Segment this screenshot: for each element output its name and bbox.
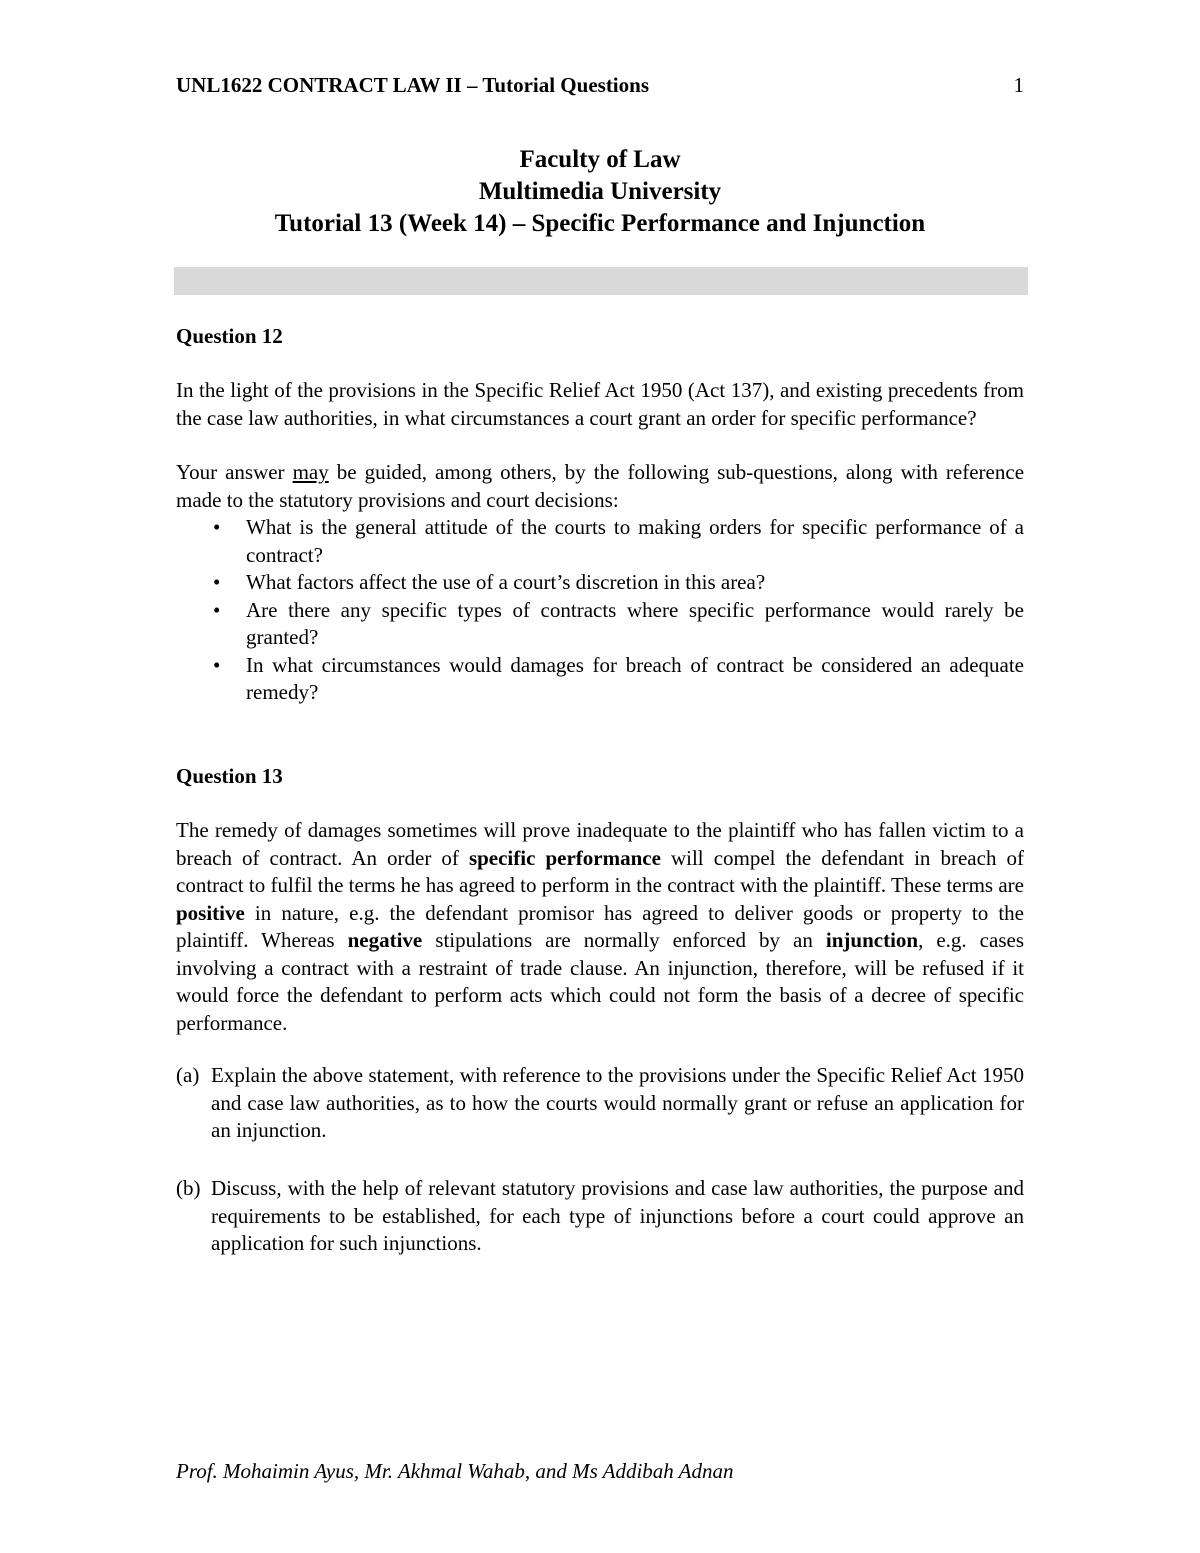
university-title: Multimedia University: [478, 178, 722, 205]
list-item: • Are there any specific types of contracts where specific performance would rarely be granted?: [213, 597, 1024, 649]
emphasis-negative: negative: [347, 928, 423, 952]
question-12-heading: Question 12: [176, 324, 283, 348]
sub-question-b: [176, 1175, 1024, 1258]
bullet-icon: •: [213, 515, 221, 539]
emphasis-injunction: injunction: [825, 928, 919, 952]
question-12-intro: In the light of the provisions in the Specific Relief Act 1950 (Act 137), and existing precedents from the case law authorities, in what circumstances a court grant an order for specific performance?: [176, 378, 1024, 430]
sub-question-b-label: (b): [176, 1176, 201, 1200]
shaded-divider: [174, 267, 1028, 295]
title-block: [120, 144, 1080, 240]
sub-question-a-text: Explain the above statement, with reference to the provisions under the Specific Relief Act 1950 and case law authorities, as to how the courts would normally grant or refuse an application for an injunction.: [211, 1063, 1024, 1142]
list-item: • What factors affect the use of a court’s discretion in this area?: [176, 569, 1024, 597]
question-13-heading: Question 13: [176, 764, 283, 788]
guidance-text-start: Your answer: [176, 460, 293, 484]
sub-question-b-text: Discuss, with the help of relevant statutory provisions and case law authorities, the purpose and requirements to be established, for each type of injunctions before a court could approve an application for such injunctions.: [211, 1176, 1024, 1255]
page-footer-authors: Prof. Mohaimin Ayus, Mr. Akhmal Wahab, and Ms Addibah Adnan: [176, 1459, 734, 1483]
course-title: UNL1622 CONTRACT LAW II – Tutorial Questions: [176, 73, 649, 97]
guidance-underlined-word: may: [292, 460, 329, 484]
list-item: • In what circumstances would damages for breach of contract be considered an adequate remedy?: [213, 652, 1024, 704]
page-header: [176, 73, 1024, 101]
sub-question-a: [176, 1062, 1024, 1145]
bullet-icon: •: [213, 652, 221, 677]
emphasis-specific-performance: specific performance: [468, 845, 661, 870]
faculty-title: Faculty of Law: [519, 146, 681, 173]
question-12-guidance: [176, 459, 1024, 514]
bullet-icon: •: [213, 570, 221, 594]
tutorial-title: Tutorial 13 (Week 14) – Specific Performance and Injunction: [274, 210, 926, 237]
question-13-statement: The remedy of damages sometimes will prove inadequate to the plaintiff who has fallen victim to a breach of contract. An order of specific performance will compel the defendant in breach of contract to fulfil the terms he has agreed to perform in the contract with the plaintiff. These terms are positive in nature, e.g. the defendant promisor has agreed to deliver goods or property to the plaintiff. Whereas negative stipulations are normally enforced by an injunction, e.g. cases involving a contract with a restraint of trade clause. An injunction, therefore, will be refused if it would force the defendant to perform acts which could not form the basis of a decree of specific performance.: [176, 818, 1024, 1035]
page-number: 1: [1013, 73, 1024, 97]
sub-question-list: [176, 514, 1024, 707]
sub-question-a-label: (a): [176, 1063, 200, 1087]
emphasis-positive: positive: [176, 900, 245, 925]
guidance-text-end: be guided, among others, by the following sub-questions, along with reference made to the statutory provisions and court decisions:: [176, 460, 1025, 512]
list-item: • What is the general attitude of the courts to making orders for specific performance of a contract?: [213, 515, 1024, 567]
bullet-icon: •: [213, 597, 221, 622]
